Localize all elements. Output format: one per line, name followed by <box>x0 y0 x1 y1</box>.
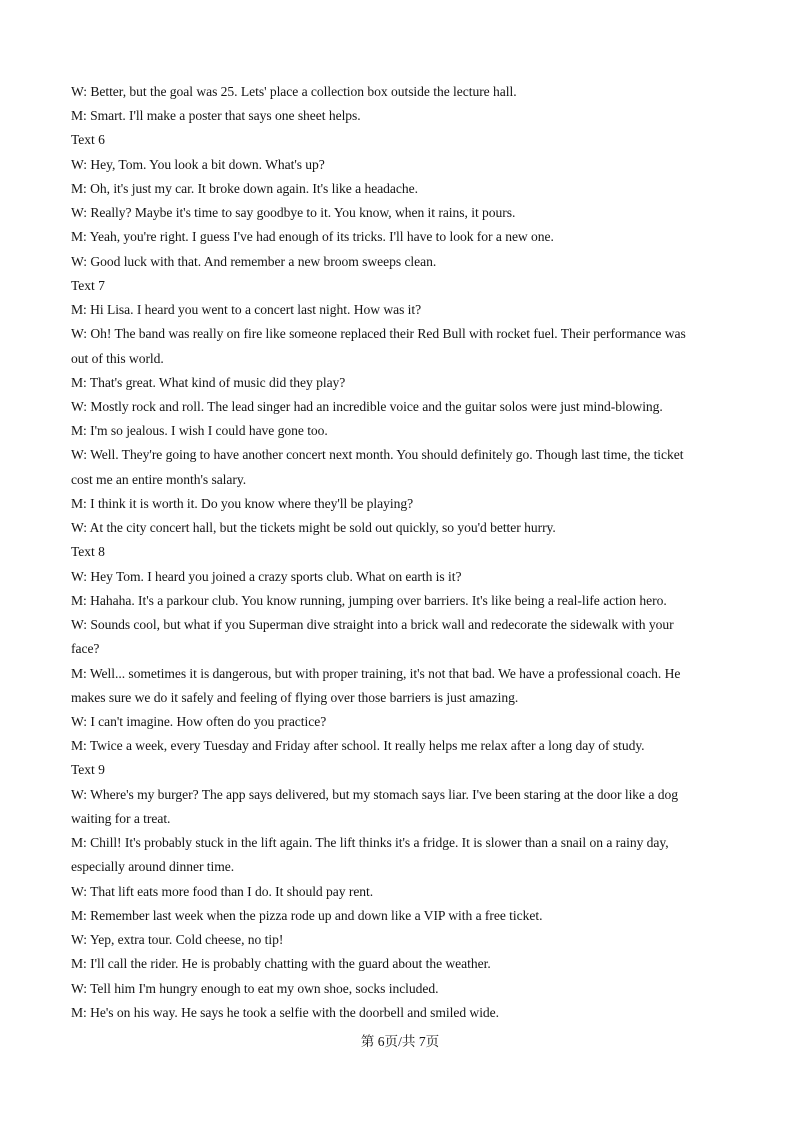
text-line: W: Good luck with that. And remember a new broom sweeps clean. <box>71 254 437 269</box>
text-line: M: I'll call the rider. He is probably chatting with the guard about the weather. <box>71 956 491 971</box>
text-line: W: Hey, Tom. You look a bit down. What's up? <box>71 157 325 172</box>
text-line: W: Hey Tom. I heard you joined a crazy sports club. What on earth is it? <box>71 569 462 584</box>
text-line: M: Well... sometimes it is dangerous, but with proper training, it's not that bad. We have a professional coach. He <box>71 666 681 681</box>
text-line: W: Better, but the goal was 25. Lets' place a collection box outside the lecture hall. <box>71 84 517 99</box>
text-line: waiting for a treat. <box>71 811 171 826</box>
page-number: 第 6页/共 7页 <box>360 1034 440 1049</box>
text-line: W: Oh! The band was really on fire like someone replaced their Red Bull with rocket fuel. Their performance was <box>71 326 686 341</box>
text-line: M: Hi Lisa. I heard you went to a concert last night. How was it? <box>71 302 422 317</box>
text-line: W: Sounds cool, but what if you Superman dive straight into a brick wall and redecorate the sidewalk with your <box>71 617 674 632</box>
text-line: M: He's on his way. He says he took a selfie with the doorbell and smiled wide. <box>71 1005 500 1020</box>
text-line: W: At the city concert hall, but the tickets might be sold out quickly, so you'd better hurry. <box>71 520 556 535</box>
text-line: W: Yep, extra tour. Cold cheese, no tip! <box>71 932 284 947</box>
text-line: especially around dinner time. <box>71 859 235 874</box>
text-line: W: Where's my burger? The app says delivered, but my stomach says liar. I've been staring at the door like a dog <box>71 787 678 802</box>
text-line: M: That's great. What kind of music did they play? <box>71 375 346 390</box>
section-heading: Text 9 <box>71 762 105 777</box>
text-line: W: Tell him I'm hungry enough to eat my own shoe, socks included. <box>71 981 439 996</box>
text-line: M: I think it is worth it. Do you know where they'll be playing? <box>71 496 414 511</box>
text-line: M: Smart. I'll make a poster that says one sheet helps. <box>71 108 361 123</box>
text-line: M: Hahaha. It's a parkour club. You know running, jumping over barriers. It's like being a real-life action hero. <box>71 593 667 608</box>
text-line: W: Well. They're going to have another concert next month. You should definitely go. Though last time, the ticket <box>71 447 684 462</box>
text-line: M: Chill! It's probably stuck in the lift again. The lift thinks it's a fridge. It is slower than a snail on a rainy day, <box>71 835 669 850</box>
text-line: W: That lift eats more food than I do. It should pay rent. <box>71 884 374 899</box>
text-line: face? <box>71 641 100 656</box>
section-heading: Text 7 <box>71 278 105 293</box>
section-heading: Text 8 <box>71 544 105 559</box>
text-line: M: Oh, it's just my car. It broke down again. It's like a headache. <box>71 181 418 196</box>
text-line: M: I'm so jealous. I wish I could have gone too. <box>71 423 328 438</box>
text-line: W: Really? Maybe it's time to say goodbye to it. You know, when it rains, it pours. <box>71 205 516 220</box>
text-line: W: I can't imagine. How often do you practice? <box>71 714 327 729</box>
text-line: out of this world. <box>71 351 164 366</box>
section-heading: Text 6 <box>71 132 105 147</box>
text-line: M: Remember last week when the pizza rode up and down like a VIP with a free ticket. <box>71 908 543 923</box>
text-line: cost me an entire month's salary. <box>71 472 247 487</box>
text-line: makes sure we do it safely and feeling of flying over those barriers is just amazing. <box>71 690 519 705</box>
text-line: M: Twice a week, every Tuesday and Friday after school. It really helps me relax after a long day of study. <box>71 738 645 753</box>
text-line: M: Yeah, you're right. I guess I've had enough of its tricks. I'll have to look for a new one. <box>71 229 554 244</box>
text-line: W: Mostly rock and roll. The lead singer had an incredible voice and the guitar solos were just mind-blowing. <box>71 399 663 414</box>
